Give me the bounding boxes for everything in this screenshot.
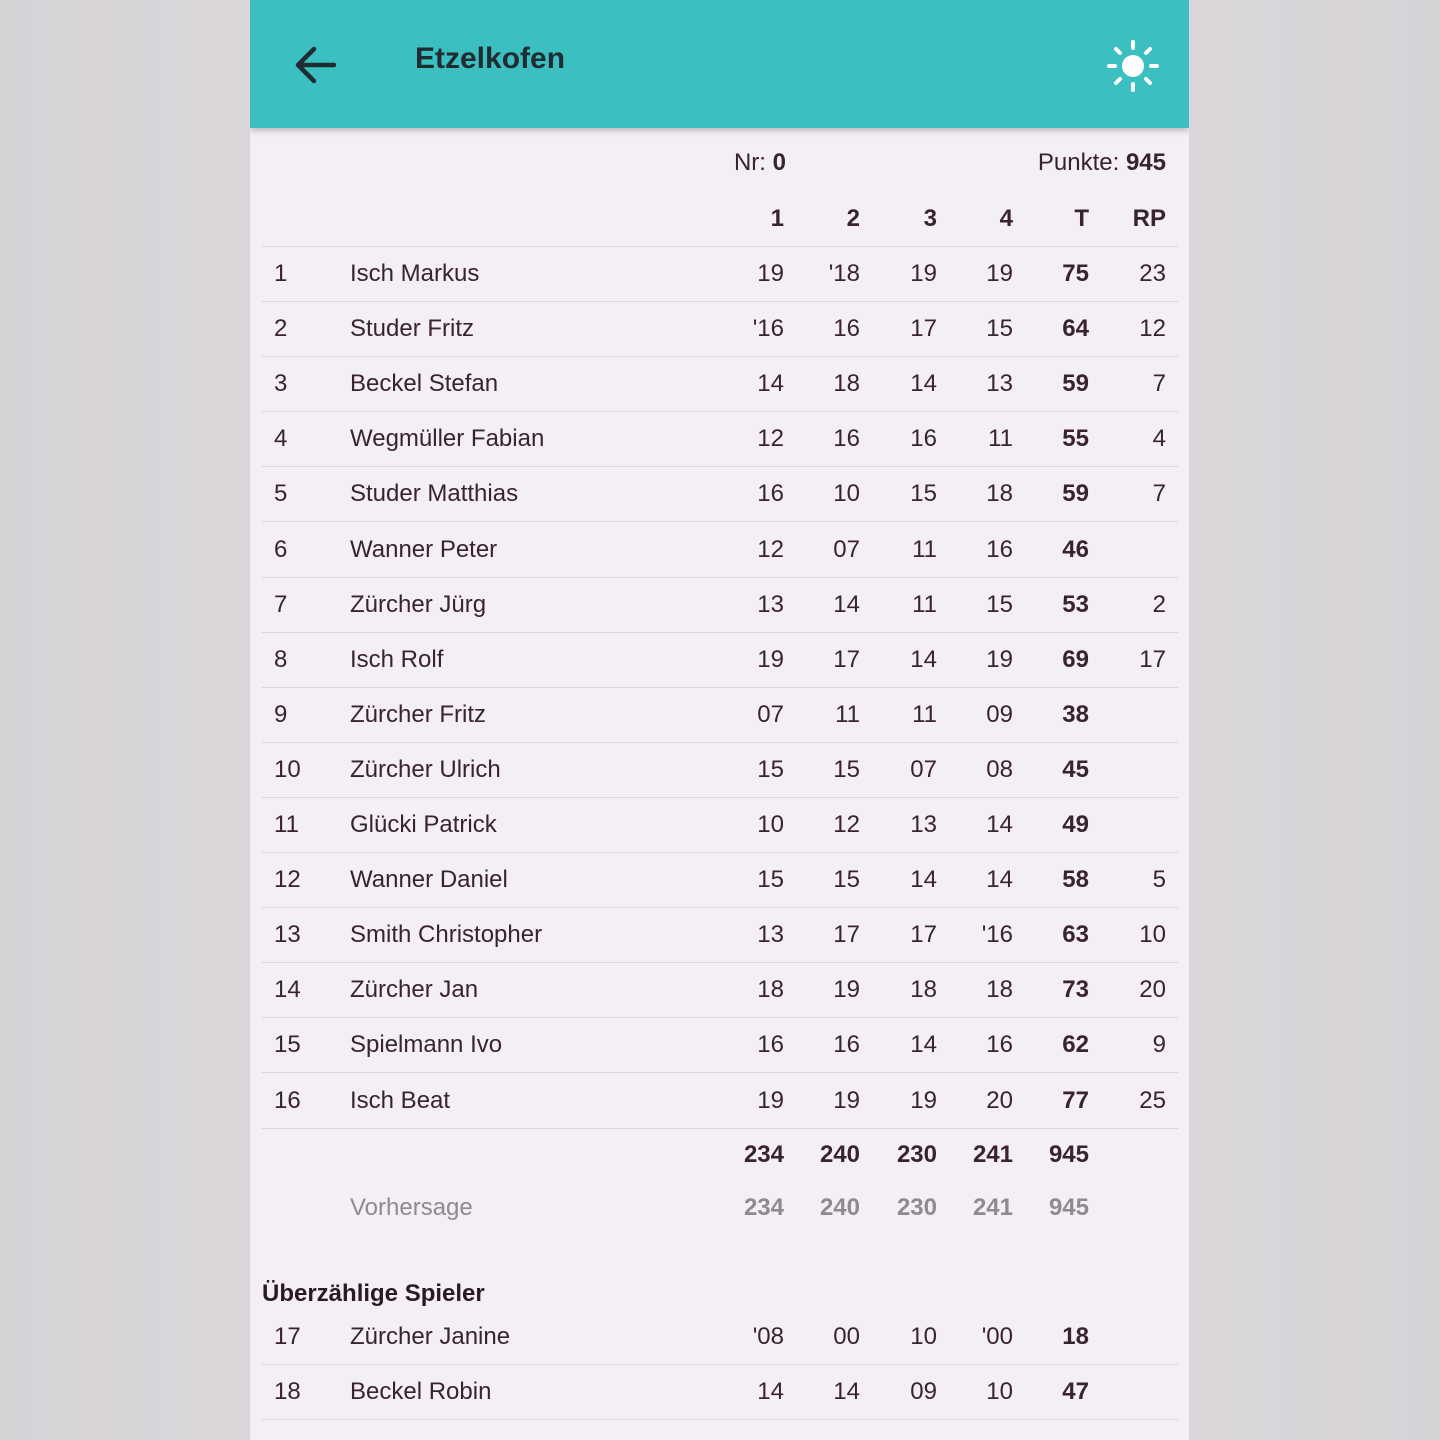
round-3-score: 15 [910,480,937,508]
round-3-score: 10 [910,1323,937,1350]
number-display [734,149,786,177]
round-1-score: 19 [757,1086,784,1114]
round-3-score: 11 [912,700,937,728]
rank-points: 17 [1139,645,1166,673]
round-3-score: 14 [910,370,937,398]
table-row[interactable] [262,1310,1178,1365]
round-1-score: 15 [757,866,784,894]
round-1-score: 19 [757,645,784,673]
rank-points: 7 [1152,370,1166,398]
player-name: Glücki Patrick [350,811,497,838]
round-3-score: 13 [910,811,937,838]
round-3-score: 11 [912,590,937,618]
table-row[interactable] [262,1365,1178,1420]
round-4-score: 16 [986,535,1013,563]
round-2-score: 14 [833,590,860,618]
total-score: 55 [1062,425,1089,453]
table-row[interactable] [262,1074,1178,1129]
table-row[interactable] [262,578,1178,633]
round-1-score: 13 [757,590,784,618]
total-score: 59 [1062,370,1089,398]
round-1-score: 19 [757,260,784,287]
back-button[interactable] [286,38,342,92]
round-3-score: 09 [910,1378,937,1405]
table-row[interactable] [262,523,1178,578]
player-name: Wegmüller Fabian [350,425,545,453]
total-score: 45 [1062,755,1089,783]
total-score: 38 [1062,700,1089,728]
prediction-round-2: 240 [819,1194,860,1221]
table-row[interactable] [262,908,1178,963]
rank-points: 12 [1139,315,1166,343]
round-2-score: 15 [833,866,860,894]
table-row[interactable] [262,743,1178,798]
points-display [1038,149,1166,177]
summary-bar [250,145,1189,185]
total-sum: 945 [1048,1141,1089,1168]
number-value: 0 [772,149,786,176]
row-number: 5 [274,480,288,508]
prediction-round-3: 230 [896,1194,937,1221]
round-4-score: 08 [986,755,1013,783]
rank-points: 4 [1152,425,1166,453]
round-2-score: '18 [828,260,860,287]
total-round-3: 230 [896,1141,937,1168]
row-number: 18 [274,1378,301,1405]
player-name: Isch Rolf [350,645,444,673]
round-3-score: 16 [910,425,937,453]
round-2-score: 12 [833,811,860,838]
total-score: 47 [1062,1378,1089,1405]
points-value: 945 [1125,149,1166,176]
row-number: 14 [274,976,301,1004]
round-2-score: 00 [833,1323,860,1350]
round-1-score: 12 [757,425,784,453]
round-1-score: 18 [757,976,784,1004]
total-score: 53 [1062,590,1089,618]
row-number: 17 [274,1323,301,1350]
total-score: 59 [1062,480,1089,508]
player-name: Beckel Stefan [350,370,499,398]
round-4-score: 14 [986,811,1013,838]
round-1-score: 15 [757,755,784,783]
round-1-score: 16 [757,1031,784,1059]
row-number: 2 [274,315,288,343]
round-3-score: 14 [910,866,937,894]
rank-points: 7 [1152,480,1166,508]
round-1-score: '08 [752,1323,784,1350]
round-2-score: 17 [833,645,860,673]
table-header [262,192,1178,247]
rank-points: 25 [1139,1086,1166,1114]
app-bar [250,0,1189,128]
round-3-score: 14 [910,1031,937,1059]
total-score: 75 [1062,260,1089,287]
player-name: Studer Fritz [350,315,475,343]
player-name: Zürcher Jan [350,976,479,1004]
table-row[interactable] [262,633,1178,688]
round-4-score: 19 [986,260,1013,287]
total-round-4: 241 [972,1141,1013,1168]
round-2-score: 16 [833,1031,860,1059]
page-title: Etzelkofen [415,42,566,75]
header-round-2: 2 [846,205,860,232]
extra-players-heading: Überzählige Spieler [262,1280,485,1307]
row-number: 12 [274,866,301,894]
row-number: 9 [274,700,288,728]
header-round-3: 3 [923,205,937,232]
total-score: 58 [1062,866,1089,894]
background-left [0,0,250,1440]
prediction-sum: 945 [1048,1194,1089,1221]
player-name: Wanner Peter [350,535,498,563]
sun-icon [1106,39,1160,93]
round-2-score: 11 [835,700,860,728]
app-screen [250,0,1189,1440]
player-name: Isch Markus [350,260,480,287]
round-1-score: '16 [752,315,784,343]
number-label: Nr: [733,149,766,176]
player-name: Zürcher Janine [350,1323,511,1350]
round-2-score: 07 [833,535,860,563]
total-score: 63 [1062,921,1089,949]
table-row[interactable] [262,357,1178,412]
row-number: 8 [274,645,288,673]
table-row[interactable] [262,688,1178,743]
round-2-score: 15 [833,755,860,783]
player-name: Zürcher Jürg [350,590,487,618]
total-score: 64 [1062,315,1089,343]
player-name: Wanner Daniel [350,866,508,894]
rank-points: 20 [1139,976,1166,1004]
round-2-score: 16 [833,315,860,343]
round-3-score: 19 [910,1086,937,1114]
player-name: Studer Matthias [350,480,519,508]
header-round-1: 1 [770,205,784,232]
round-3-score: 11 [912,535,937,563]
prediction-round-1: 234 [743,1194,784,1221]
round-1-score: 12 [757,535,784,563]
table-row[interactable] [262,798,1178,853]
round-4-score: '00 [981,1323,1013,1350]
round-4-score: 14 [986,866,1013,894]
round-3-score: 14 [910,645,937,673]
round-1-score: 16 [757,480,784,508]
prediction-round-4: 241 [972,1194,1013,1221]
player-name: Zürcher Fritz [350,700,487,728]
total-score: 46 [1062,535,1089,563]
round-4-score: 10 [986,1378,1013,1405]
totals-row [262,1128,1178,1182]
round-1-score: 14 [757,370,784,398]
arrow-left-icon [292,45,336,85]
table-row[interactable] [262,963,1178,1018]
background-right [1189,0,1440,1440]
player-name: Zürcher Ulrich [350,755,501,783]
total-score: 62 [1062,1031,1089,1059]
total-score: 69 [1062,645,1089,673]
round-4-score: 13 [986,370,1013,398]
row-number: 11 [274,811,299,838]
row-number: 16 [274,1086,301,1114]
round-1-score: 10 [757,811,784,838]
total-round-1: 234 [743,1141,784,1168]
round-4-score: 15 [986,315,1013,343]
round-2-score: 17 [833,921,860,949]
round-4-score: 19 [986,645,1013,673]
round-1-score: 07 [757,700,784,728]
prediction-row [262,1181,1178,1235]
row-number: 7 [274,590,288,618]
prediction-label: Vorhersage [350,1194,473,1221]
round-1-score: 14 [757,1378,784,1405]
round-4-score: 18 [986,480,1013,508]
row-number: 4 [274,425,288,453]
round-2-score: 16 [833,425,860,453]
header-round-4: 4 [999,205,1013,232]
round-3-score: 18 [910,976,937,1004]
total-score: 77 [1062,1086,1089,1114]
player-name: Spielmann Ivo [350,1031,503,1059]
row-number: 13 [274,921,301,949]
round-4-score: '16 [981,921,1013,949]
player-name: Isch Beat [350,1086,451,1114]
rank-points: 5 [1152,866,1166,894]
points-label: Punkte: [1037,149,1120,176]
total-round-2: 240 [819,1141,860,1168]
total-score: 18 [1062,1323,1089,1350]
table-row[interactable] [262,412,1178,467]
table-row[interactable] [262,302,1178,357]
rank-points: 10 [1139,921,1166,949]
table-row[interactable] [262,247,1178,302]
player-name: Beckel Robin [350,1378,492,1405]
round-4-score: 18 [986,976,1013,1004]
header-total: T [1074,205,1089,232]
round-2-score: 18 [833,370,860,398]
theme-toggle-button[interactable] [1105,38,1161,94]
table-row[interactable] [262,1018,1178,1073]
round-2-score: 10 [833,480,860,508]
round-4-score: 09 [986,700,1013,728]
row-number: 15 [274,1031,301,1059]
table-row[interactable] [262,467,1178,522]
round-3-score: 17 [910,315,937,343]
round-4-score: 20 [986,1086,1013,1114]
total-score: 73 [1062,976,1089,1004]
round-2-score: 19 [833,976,860,1004]
row-number: 1 [274,260,288,287]
rank-points: 9 [1152,1031,1166,1059]
total-score: 49 [1062,811,1089,838]
round-2-score: 19 [833,1086,860,1114]
table-row[interactable] [262,853,1178,908]
rank-points: 2 [1152,590,1166,618]
round-4-score: 16 [986,1031,1013,1059]
round-4-score: 15 [986,590,1013,618]
round-3-score: 07 [910,755,937,783]
player-name: Smith Christopher [350,921,543,949]
round-3-score: 17 [910,921,937,949]
header-rp: RP [1132,205,1166,232]
row-number: 6 [274,535,288,563]
round-1-score: 13 [757,921,784,949]
row-number: 3 [274,370,288,398]
round-3-score: 19 [910,260,937,287]
row-number: 10 [274,755,301,783]
rank-points: 23 [1139,260,1166,287]
round-2-score: 14 [833,1378,860,1405]
round-4-score: 11 [988,425,1013,453]
